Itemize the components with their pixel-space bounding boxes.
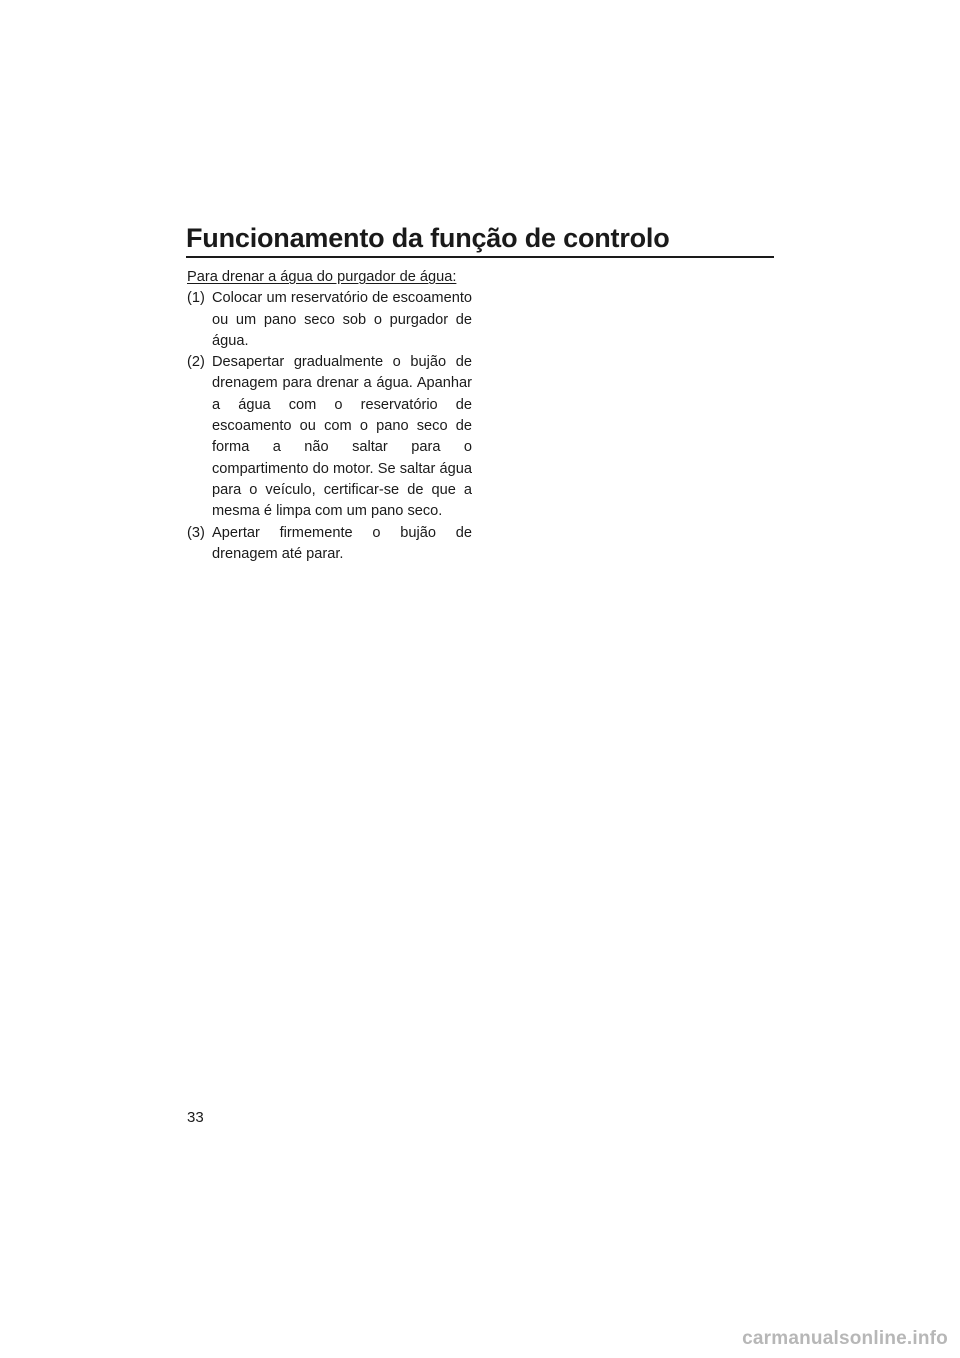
step-number: (3) [187, 524, 205, 541]
page-header [186, 222, 774, 258]
step-number: (1) [187, 290, 205, 307]
section-subheading: Para drenar a água do purgador de água: [187, 269, 457, 285]
step-item-2 [187, 352, 472, 522]
step-text: Colocar um reservatório de escoamento ou um pano seco sob o purgador de água. [212, 290, 472, 349]
step-text: Apertar firmemente o bujão de drenagem até parar. [212, 524, 472, 562]
steps-list [187, 288, 472, 565]
watermark-text: carmanualsonline.info [742, 1328, 948, 1349]
step-item-1 [187, 288, 472, 352]
step-item-3 [187, 523, 472, 566]
step-number: (2) [187, 354, 205, 371]
page-title: Funcionamento da função de controlo [186, 223, 670, 253]
step-text: Desapertar gradualmente o bujão de drenagem para drenar a água. Apanhar a água com o reservatório de escoamento ou com o pano seco de forma a não saltar para o compartimento do motor. Se saltar água para o veículo, certificar-se de que a mesma é limpa com um pano seco. [212, 354, 472, 520]
page-number: 33 [187, 1109, 204, 1126]
main-content [187, 267, 472, 565]
